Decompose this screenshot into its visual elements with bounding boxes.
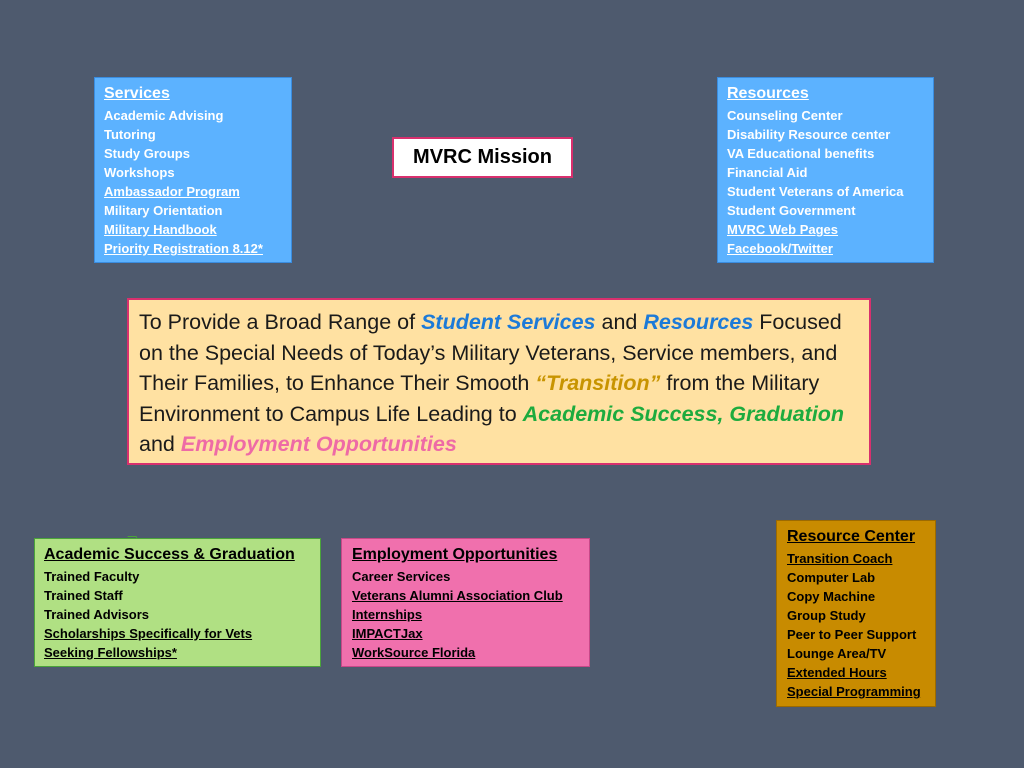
services-item-workshops: Workshops	[104, 165, 175, 180]
statement-text-3: Focused on the Special Needs of Today’s Military Veterans, Service members, and Their Families, to Enhance Their Smooth	[139, 310, 842, 395]
resources-item-va-educational-benefits: VA Educational benefits	[727, 146, 875, 161]
resource-center-link-transition-coach[interactable]: Transition Coach	[787, 551, 893, 566]
statement-student-services: Student Services	[421, 310, 596, 334]
employment-item-career-services: Career Services	[352, 569, 451, 584]
services-item-academic-advising: Academic Advising	[104, 108, 224, 123]
statement-resources: Resources	[643, 310, 754, 334]
academic-item-trained-staff: Trained Staff	[44, 588, 123, 603]
employment-link-worksource-florida[interactable]: WorkSource Florida	[352, 645, 476, 660]
mission-statement	[127, 298, 871, 465]
resources-item-counseling-center: Counseling Center	[727, 108, 843, 123]
statement-text-5: and	[139, 432, 181, 456]
services-link-priority-registration[interactable]: Priority Registration 8.12*	[104, 241, 263, 256]
statement-transition: “Transition”	[535, 371, 661, 395]
academic-item-trained-faculty: Trained Faculty	[44, 569, 140, 584]
academic-link-fellowships[interactable]: Seeking Fellowships*	[44, 645, 177, 660]
resource-center-list	[787, 549, 925, 701]
academic-list	[44, 567, 311, 662]
resource-center-link-extended-hours[interactable]: Extended Hours	[787, 665, 887, 680]
resource-center-box	[776, 520, 936, 707]
services-title[interactable]: Services	[104, 85, 170, 102]
services-list	[104, 106, 282, 258]
academic-box	[34, 538, 321, 667]
resources-link-facebook-twitter[interactable]: Facebook/Twitter	[727, 241, 833, 256]
services-item-tutoring: Tutoring	[104, 127, 156, 142]
services-link-military-handbook[interactable]: Military Handbook	[104, 222, 217, 237]
resources-item-student-government: Student Government	[727, 203, 856, 218]
resources-link-mvrc-web-pages[interactable]: MVRC Web Pages	[727, 222, 839, 237]
resources-box	[717, 77, 934, 263]
resources-item-disability-resource-center: Disability Resource center	[727, 127, 891, 142]
resources-item-financial-aid: Financial Aid	[727, 165, 808, 180]
services-item-study-groups: Study Groups	[104, 146, 190, 161]
mission-title: MVRC Mission	[392, 137, 573, 178]
resource-center-item-lounge: Lounge Area/TV	[787, 646, 887, 661]
academic-link-scholarships[interactable]: Scholarships Specifically for Vets	[44, 626, 253, 641]
statement-academic-success: Academic Success, Graduation	[522, 401, 845, 426]
services-box	[94, 77, 292, 263]
resources-list	[727, 106, 924, 258]
statement-employment: Employment Opportunities	[180, 432, 457, 456]
statement-text-2: and	[595, 310, 644, 334]
employment-link-internships[interactable]: Internships	[352, 607, 423, 622]
academic-item-trained-advisors: Trained Advisors	[44, 607, 149, 622]
services-link-ambassador-program[interactable]: Ambassador Program	[104, 184, 240, 199]
resource-center-item-copy-machine: Copy Machine	[787, 589, 876, 604]
employment-link-veterans-alumni[interactable]: Veterans Alumni Association Club	[352, 588, 563, 603]
academic-title[interactable]: Academic Success & Graduation	[44, 546, 295, 563]
resource-center-item-group-study: Group Study	[787, 608, 866, 623]
resources-item-student-veterans-of-america: Student Veterans of America	[727, 184, 904, 199]
resource-center-link-special-programming[interactable]: Special Programming	[787, 684, 921, 699]
resource-center-title[interactable]: Resource Center	[787, 528, 916, 545]
employment-box	[341, 538, 590, 667]
resource-center-item-computer-lab: Computer Lab	[787, 570, 876, 585]
statement-text-1: To Provide a Broad Range of	[139, 310, 422, 334]
employment-list	[352, 567, 579, 662]
statement-text-4: from the Military Environment to Campus Life Leading to	[139, 371, 820, 426]
resource-center-item-peer-support: Peer to Peer Support	[787, 627, 917, 642]
resources-title[interactable]: Resources	[727, 85, 809, 102]
employment-title[interactable]: Employment Opportunities	[352, 546, 558, 563]
services-item-military-orientation: Military Orientation	[104, 203, 223, 218]
employment-link-impactjax[interactable]: IMPACTJax	[352, 626, 423, 641]
